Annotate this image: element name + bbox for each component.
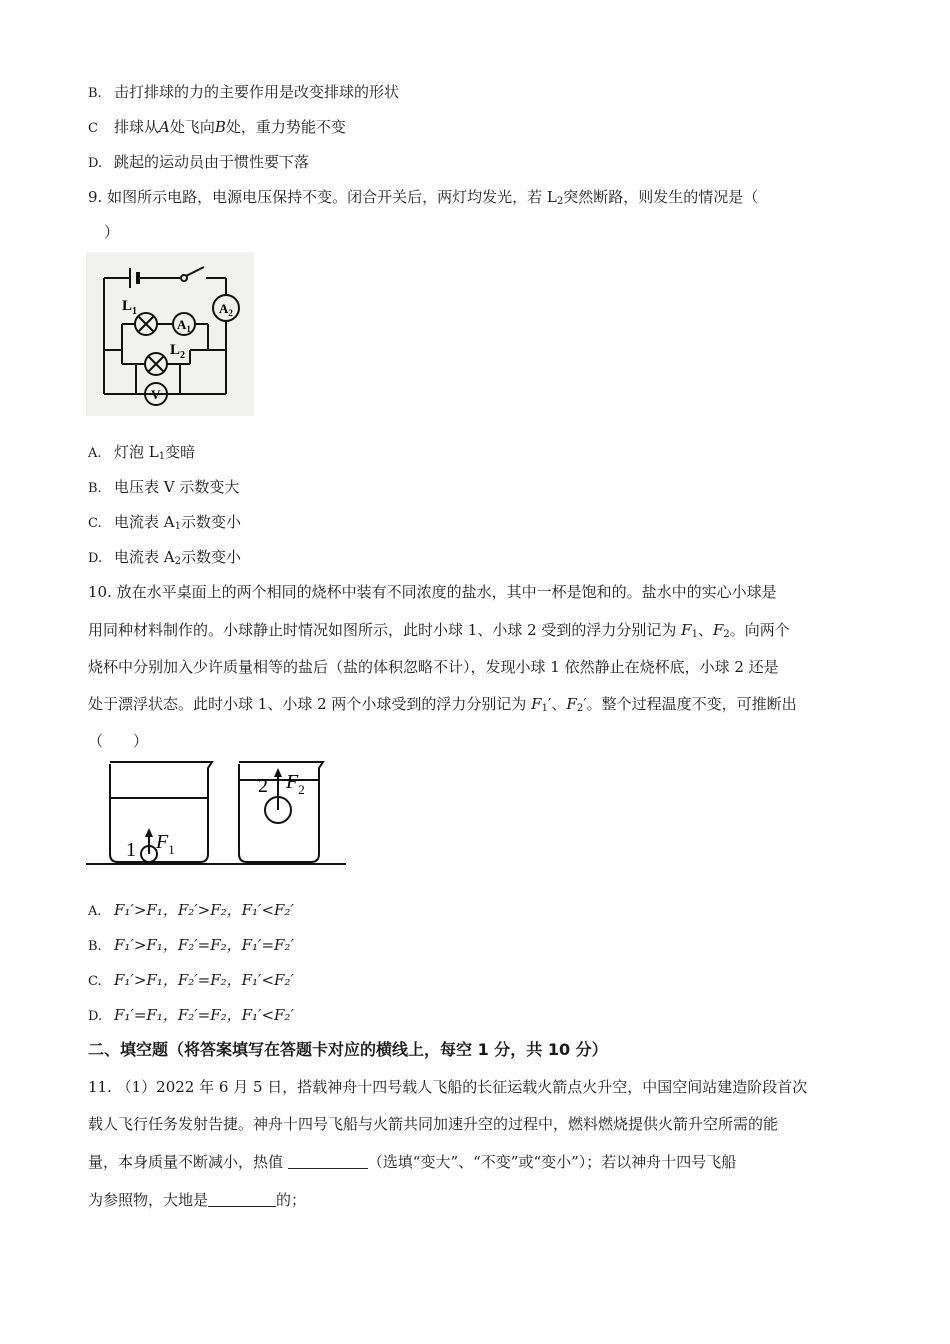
option-text-cont: 变暗 <box>165 443 196 461</box>
option-subscript: 1 <box>174 521 181 532</box>
option-text: 电压表 V 示数变大 <box>114 478 240 496</box>
q9-stem-subscript: 2 <box>556 196 564 207</box>
q10-text: 处于漂浮状态。此时小球 1、小球 2 两个小球受到的浮力分别记为 <box>88 695 532 713</box>
q10-option-b <box>88 935 294 957</box>
option-letter: B. <box>88 481 102 496</box>
q11-text-cont: （选填“变大”、“不变”或“变小”）；若以神舟十四号飞船 <box>367 1153 737 1171</box>
force-arrow-2 <box>274 768 282 777</box>
q10-stem-line1: 10. 放在水平桌面上的两个相同的烧杯中装有不同浓度的盐水，其中一杯是饱和的。盐水中的实心小球是 <box>88 583 777 601</box>
q11-line1: 11. （1）2022 年 6 月 5 日，搭载神舟十四号载人飞船的长征运载火箭点火升空，中国空间站建造阶段首次 <box>88 1078 808 1096</box>
q11-text: 量，本身质量不断减小，热值 <box>88 1153 288 1171</box>
q11-line2: 载人飞行任务发射告捷。神舟十四号飞船与火箭共同加速升空的过程中，燃料燃烧提供火箭升空所需的能 <box>88 1115 779 1133</box>
option-letter: A. <box>88 904 102 919</box>
prime-mark: ′ <box>547 695 552 713</box>
q10-option-d <box>88 1005 294 1027</box>
prime-mark: ′ <box>583 695 587 713</box>
voltmeter-label: V <box>151 387 161 402</box>
f2-prime-symbol: F <box>566 695 577 713</box>
q11-line3 <box>88 1152 736 1172</box>
q9-option-a <box>88 442 195 467</box>
lamp-l1-label: $L_1$ <box>122 298 138 317</box>
f1-prime-symbol: F <box>531 695 542 713</box>
q11-line4 <box>88 1190 306 1210</box>
option-letter: D. <box>88 156 103 171</box>
force-arrow-1 <box>145 828 153 837</box>
lamp-l2-label: $L_2$ <box>170 342 186 361</box>
q11-text-cont: 的； <box>276 1191 307 1209</box>
option-text-cont: 示数变小 <box>180 513 241 531</box>
f2-subscript: 2 <box>723 629 730 640</box>
option-letter: D. <box>88 1009 103 1024</box>
option-text: F₁′>F₁，F₂′=F₂，F₁′=F₂′ <box>114 936 294 954</box>
q10-stem-line2 <box>88 620 790 645</box>
q9-stem <box>88 187 758 212</box>
option-subscript: 2 <box>174 556 181 567</box>
f1-symbol: F <box>681 621 692 639</box>
q8-option-c <box>88 117 346 139</box>
answer-blank-motion-state[interactable] <box>208 1192 276 1207</box>
q9-option-d <box>88 547 241 572</box>
option-text-part: 排球从 <box>114 118 160 136</box>
q10-option-c <box>88 970 294 992</box>
f2-prime-subscript: 2 <box>576 703 584 714</box>
q11-text: 为参照物，大地是 <box>88 1191 209 1209</box>
q10-option-a <box>88 900 294 922</box>
option-text: F₁′=F₁，F₂′=F₂，F₁′<F₂′ <box>114 1006 294 1024</box>
ammeter-a2-label: $A_2$ <box>219 301 233 318</box>
force-f2-label: $F_2$ <box>286 771 305 797</box>
beakers-figure <box>86 758 348 868</box>
option-letter: B. <box>88 939 102 954</box>
ball-2-label: 2 <box>258 775 268 797</box>
f2-symbol: F <box>712 621 724 639</box>
option-text: 电流表 A <box>114 513 175 531</box>
option-letter: C <box>88 121 98 136</box>
option-letter: C. <box>88 516 102 531</box>
ammeter-a1-label: $A_1$ <box>177 317 191 334</box>
option-text: F₁′>F₁，F₂′=F₂，F₁′<F₂′ <box>114 971 294 989</box>
answer-blank-heat-value[interactable] <box>288 1154 368 1169</box>
option-text: 电流表 A <box>114 548 175 566</box>
option-text: 跳起的运动员由于惯性要下落 <box>114 153 310 171</box>
f1-subscript: 1 <box>691 629 698 640</box>
q9-stem-close: ） <box>104 223 120 241</box>
q10-stem-line5: （ ） <box>88 732 149 750</box>
ball-1-label: 1 <box>126 839 136 861</box>
q8-option-b <box>88 82 399 104</box>
option-text-part: 处，重力势能不变 <box>225 118 346 136</box>
q9-stem-text-cont: 突然断路，则发生的情况是（ <box>563 188 759 206</box>
option-text-part: 处飞向 <box>169 118 215 136</box>
q10-text-cont: 。整个过程温度不变，可推断出 <box>586 695 797 713</box>
option-letter: D. <box>88 551 103 566</box>
separator: 、 <box>697 621 713 639</box>
q8-option-d <box>88 152 309 174</box>
force-f1-label: $F_1$ <box>156 831 175 857</box>
q10-stem-line4 <box>88 694 797 719</box>
option-text-cont: 示数变小 <box>180 548 241 566</box>
q9-stem-text: 9. 如图所示电路，电源电压保持不变。闭合开关后，两灯均发光，若 L <box>88 188 557 206</box>
point-a-label: A <box>159 118 170 136</box>
circuit-diagram <box>86 252 254 416</box>
option-letter: A. <box>88 446 102 461</box>
separator: 、 <box>551 695 567 713</box>
option-subscript: 1 <box>158 451 166 462</box>
option-text: F₁′>F₁，F₂′>F₂，F₁′<F₂′ <box>114 901 294 919</box>
option-letter: B. <box>88 86 102 101</box>
option-text: 灯泡 L <box>114 443 159 461</box>
q10-text-cont: 。向两个 <box>729 621 790 639</box>
point-b-label: B <box>214 118 226 136</box>
q10-text: 用同种材料制作的。小球静止时情况如图所示，此时小球 1、小球 2 受到的浮力分别记为 <box>88 621 682 639</box>
diagram-background <box>86 252 254 416</box>
section-heading: 二、填空题（将答案填写在答题卡对应的横线上，每空 1 分，共 10 分） <box>88 1040 608 1059</box>
q9-option-b <box>88 477 239 499</box>
option-letter: C. <box>88 974 102 989</box>
option-text: 击打排球的力的主要作用是改变排球的形状 <box>114 83 400 101</box>
q9-option-c <box>88 512 241 537</box>
q10-stem-line3: 烧杯中分别加入少许质量相等的盐后（盐的体积忽略不计），发现小球 1 依然静止在烧杯底，小球 2 还是 <box>88 658 779 676</box>
f1-prime-subscript: 1 <box>541 703 548 714</box>
